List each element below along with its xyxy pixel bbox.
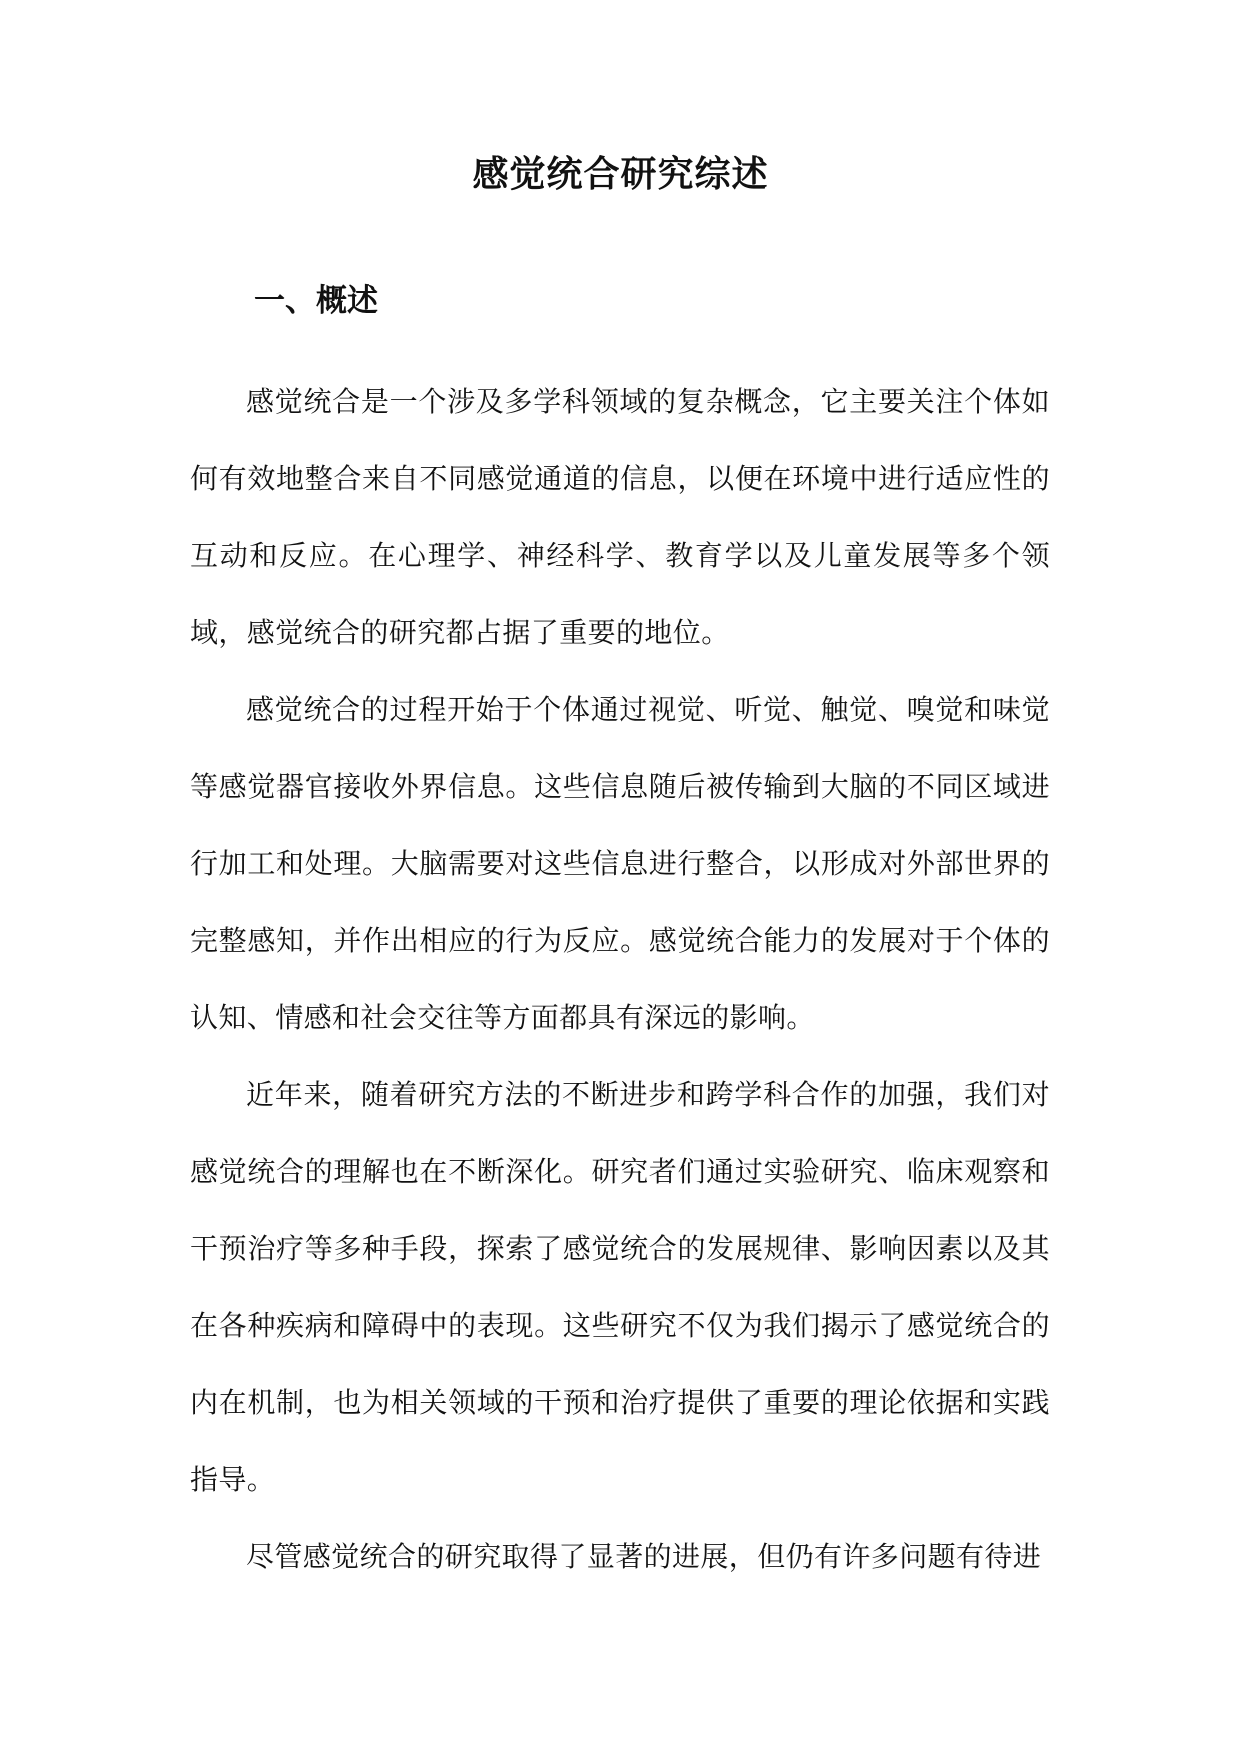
paragraph: 近年来，随着研究方法的不断进步和跨学科合作的加强，我们对感觉统合的理解也在不断深化。研究者们通过实验研究、临床观察和干预治疗等多种手段，探索了感觉统合的发展规律、影响因素以及其在各种疾病和障碍中的表现。这些研究不仅为我们揭示了感觉统合的内在机制，也为相关领域的干预和治疗提供了重要的理论依据和实践指导。: [190, 1078, 1050, 1496]
paragraph: 感觉统合的过程开始于个体通过视觉、听觉、触觉、嗅觉和味觉等感觉器官接收外界信息。这些信息随后被传输到大脑的不同区域进行加工和处理。大脑需要对这些信息进行整合，以形成对外部世界的完整感知，并作出相应的行为反应。感觉统合能力的发展对于个体的认知、情感和社会交往等方面都具有深远的影响。: [190, 693, 1050, 1034]
section-body: [190, 363, 1050, 1595]
paragraph: 感觉统合是一个涉及多学科领域的复杂概念，它主要关注个体如何有效地整合来自不同感觉通道的信息，以便在环境中进行适应性的互动和反应。在心理学、神经科学、教育学以及儿童发展等多个领域，感觉统合的研究都占据了重要的地位。: [190, 385, 1050, 649]
paragraph: 尽管感觉统合的研究取得了显著的进展，但仍有许多问题有待进: [246, 1540, 1042, 1573]
document-title: 感觉统合研究综述: [472, 154, 769, 195]
section-heading: 一、概述: [254, 283, 378, 319]
